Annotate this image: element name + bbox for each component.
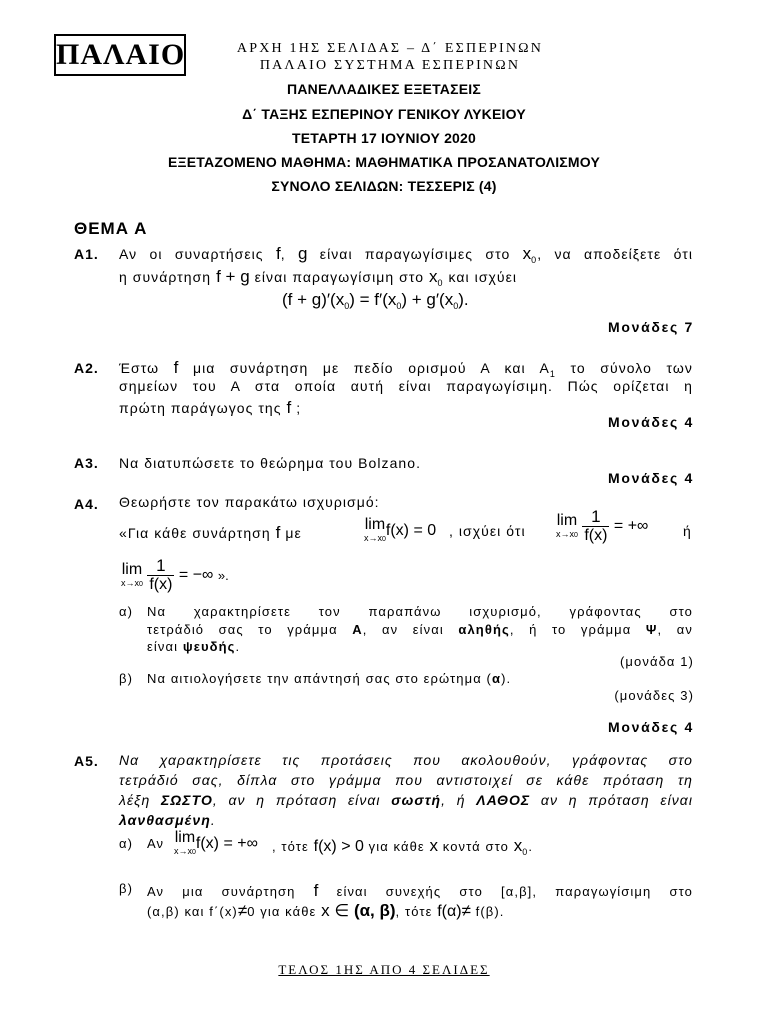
- a5-a-limit: lim x→x0 f(x) = +∞: [174, 829, 258, 856]
- a4-b-points: (μονάδες 3): [614, 688, 694, 703]
- a2-label: Α2.: [74, 360, 99, 376]
- a4-claim-text: «Για κάθε συνάρτηση f με: [119, 523, 302, 542]
- a3-text: Να διατυπώσετε το θεώρημα του Bolzano.: [119, 455, 422, 471]
- a4-points: Μονάδες 4: [608, 719, 694, 735]
- a4-line-1: Θεωρήστε τον παρακάτω ισχυρισμό:: [119, 494, 380, 510]
- section-title: ΘΕΜΑ Α: [74, 219, 148, 238]
- exam-title: ΠΑΝΕΛΛΑΔΙΚΕΣ ΕΞΕΤΑΣΕΙΣ: [287, 81, 481, 97]
- exam-subject: ΕΞΕΤΑΖΟΜΕΝΟ ΜΑΘΗΜΑ: ΜΑΘΗΜΑΤΙΚΑ ΠΡΟΣΑΝΑΤΟΛΙΣΜΟΥ: [168, 154, 600, 170]
- a5-a-if: Αν: [147, 836, 165, 851]
- a4-label: Α4.: [74, 496, 99, 512]
- a4-limit-3: lim x→x0 $\frac{1}{f(x)}$ = −∞ ».: [121, 556, 229, 593]
- a5-b-line-2: (α,β) και f΄(x)≠0 για κάθε x ∈ (α, β), τότε f(α)≠ f(β).: [147, 901, 505, 920]
- a3-points: Μονάδες 4: [608, 470, 694, 486]
- page-start-note: ΑΡΧΗ 1ΗΣ ΣΕΛΙΔΑΣ – Δ΄ ΕΣΠΕΡΙΝΩΝ: [236, 41, 544, 56]
- a4-a-label: α): [119, 604, 134, 619]
- a4-b-text: Να αιτιολογήσετε την απάντησή σας στο ερώτημα (α).: [147, 671, 512, 686]
- a1-line-2: η συνάρτηση f + g είναι παραγωγίσιμη στο $x_0$ και ισχύει: [119, 267, 518, 288]
- page-footer: ΤΕΛΟΣ 1ΗΣ ΑΠΟ 4 ΣΕΛΙΔΕΣ: [278, 962, 490, 977]
- a5-line-1: Να χαρακτηρίσετε τις προτάσεις που ακολουθούν, γράφοντας στο: [119, 752, 693, 768]
- a4-a-line-3: είναι ψευδής.: [147, 639, 241, 654]
- a4-a-line-1: Να χαρακτηρίσετε τον παραπάνω ισχυρισμό, γράφοντας στο: [147, 604, 693, 619]
- a4-claim-holds: , ισχύει ότι: [449, 523, 526, 539]
- a4-a-points: (μονάδα 1): [620, 654, 694, 669]
- a5-line-2: τετράδιό σας, δίπλα στο γράμμα που αντιστοιχεί σε κάθε πρόταση τη: [119, 772, 693, 788]
- a1-line-1: Αν οι συναρτήσεις f, g είναι παραγωγίσιμες στο $x_0$, να αποδείξετε ότι: [119, 244, 693, 265]
- old-system-stamp: ΠΑΛΑΙΟ: [54, 34, 186, 76]
- a2-line-1: Έστω f μια συνάρτηση με πεδίο ορισμού Α και $A_1$ το σύνολο των: [119, 358, 693, 379]
- a2-line-2: σημείων του Α στα οποία αυτή είναι παραγωγίσιμη. Πώς ορίζεται η: [119, 378, 693, 394]
- a5-a-label: α): [119, 836, 134, 851]
- page-count: ΣΥΝΟΛΟ ΣΕΛΙΔΩΝ: ΤΕΣΣΕΡΙΣ (4): [271, 178, 497, 194]
- a5-line-4: λανθασμένη.: [119, 812, 216, 828]
- a5-a-rest: , τότε f(x) > 0 για κάθε x κοντά στο $x_0$.: [272, 836, 534, 857]
- a4-a-line-2: τετράδιό σας το γράμμα Α, αν είναι αληθής, ή το γράμμα Ψ, αν: [147, 622, 693, 637]
- class-title: Δ΄ ΤΑΞΗΣ ΕΣΠΕΡΙΝΟΥ ΓΕΝΙΚΟΥ ΛΥΚΕΙΟΥ: [242, 106, 526, 122]
- a1-points: Μονάδες 7: [608, 319, 694, 335]
- exam-date: ΤΕΤΑΡΤΗ 17 ΙΟΥΝΙΟΥ 2020: [291, 130, 477, 146]
- a1-formula: $(f + g)'(x_0) = f'(x_0) + g'(x_0)$.: [282, 290, 469, 311]
- a2-points: Μονάδες 4: [608, 414, 694, 430]
- a4-b-label: β): [119, 671, 134, 686]
- a1-label: Α1.: [74, 246, 99, 262]
- a4-limit-1: lim x→x0 f(x) = 0: [364, 516, 437, 543]
- a5-label: Α5.: [74, 753, 99, 769]
- old-system-note: ΠΑΛΑΙΟ ΣΥΣΤΗΜΑ ΕΣΠΕΡΙΝΩΝ: [259, 58, 521, 73]
- a5-b-label: β): [119, 881, 134, 896]
- a2-line-3: πρώτη παράγωγος της f ;: [119, 398, 302, 417]
- a5-b-line-1: Αν μια συνάρτηση f είναι συνεχής στο [α,β], παραγωγίσιμη στο: [147, 881, 693, 900]
- a3-label: Α3.: [74, 455, 99, 471]
- a4-or: ή: [683, 523, 692, 539]
- a4-limit-2: lim x→x0 $\frac{1}{f(x)}$ = +∞: [556, 507, 649, 544]
- a5-line-3: λέξη ΣΩΣΤΟ, αν η πρόταση είναι σωστή, ή ΛΑΘΟΣ αν η πρόταση είναι: [119, 792, 693, 808]
